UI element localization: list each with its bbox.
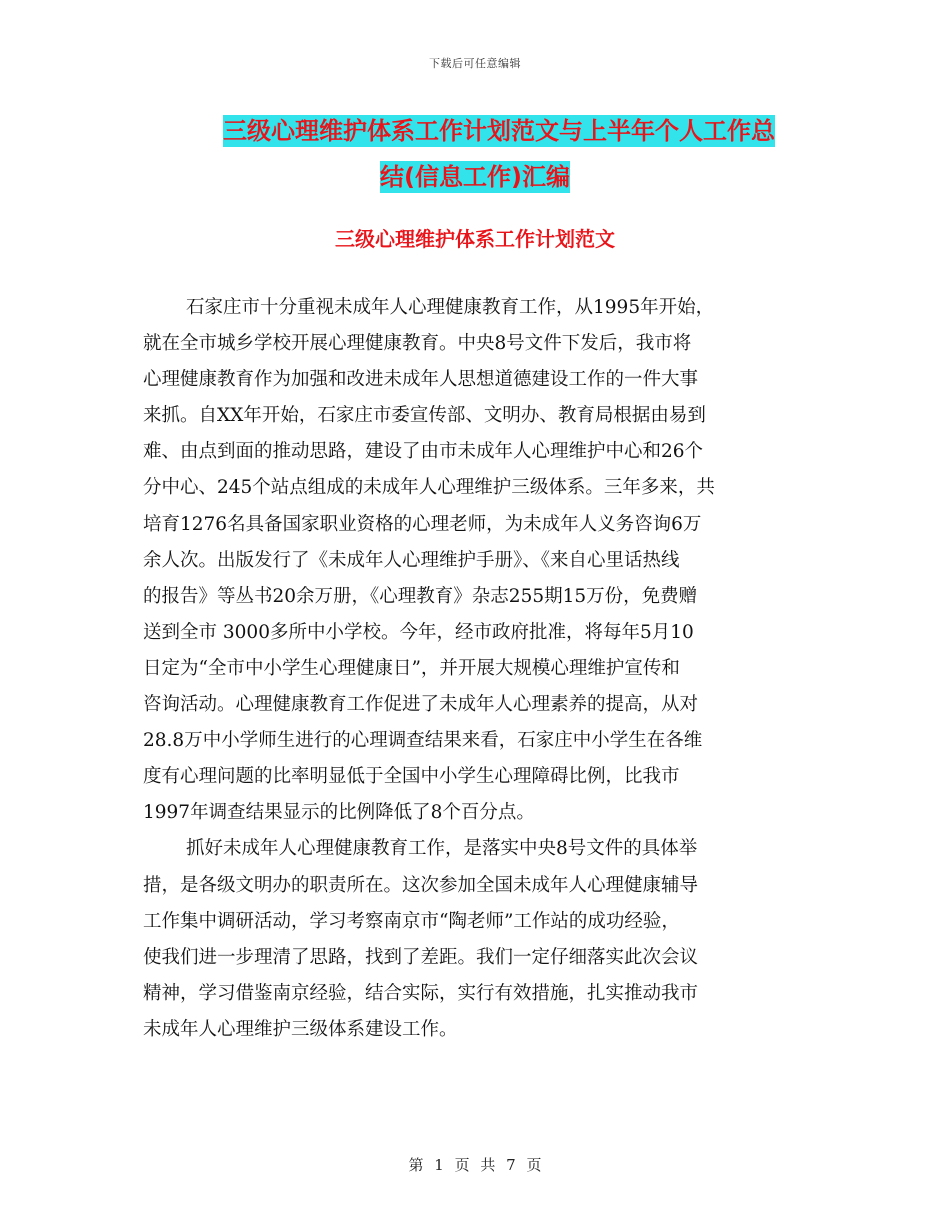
paragraph-1-line: 1997年调查结果显示的比例降低了8个百分点。 bbox=[143, 802, 535, 824]
paragraph-1-line: 28.8万中小学师生进行的心理调查结果来看，石家庄中小学生在各维 bbox=[143, 730, 703, 752]
title-line-1-text: 三级心理维护体系工作计划范文与上半年个人工作总 bbox=[223, 117, 775, 145]
paragraph-1-line: 心理健康教育作为加强和改进未成年人思想道德建设工作的一件大事 bbox=[143, 369, 699, 391]
paragraph-2-line: 工作集中调研活动，学习考察南京市“陶老师”工作站的成功经验， bbox=[143, 910, 680, 932]
paragraph-1-line: 度有心理问题的比率明显低于全国中小学生心理障碍比例，比我市 bbox=[143, 766, 680, 788]
paragraph-1-line: 咨询活动。心理健康教育工作促进了未成年人心理素养的提高，从对 bbox=[143, 694, 699, 716]
paragraph-2-line: 抓好未成年人心理健康教育工作，是落实中央8号文件的具体举 bbox=[186, 838, 698, 860]
page-footer: 第 1 页 共 7 页 bbox=[408, 1156, 542, 1174]
body-text bbox=[143, 290, 807, 1048]
paragraph-1-line: 培育1276名具备国家职业资格的心理老师，为未成年人义务咨询6万 bbox=[143, 513, 702, 535]
paragraph-1-line: 日定为“全市中小学生心理健康日”，并开展大规模心理维护宣传和 bbox=[143, 657, 680, 679]
header-note: 下载后可任意编辑 bbox=[429, 57, 521, 70]
paragraph-1-line: 余人次。出版发行了《未成年人心理维护手册》、《来自心里话热线 bbox=[143, 549, 680, 571]
paragraph-1-line: 就在全市城乡学校开展心理健康教育。中央8号文件下发后，我市将 bbox=[143, 333, 692, 355]
paragraph-1-line: 难、由点到面的推动思路，建设了由市未成年人心理维护中心和26个 bbox=[143, 441, 704, 463]
paragraph-1-line: 的报告》等丛书20余万册，《心理教育》杂志255期15万份，免费赠 bbox=[143, 585, 698, 607]
paragraph-2-line: 使我们进一步理清了思路，找到了差距。我们一定仔细落实此次会议 bbox=[143, 946, 699, 968]
paragraph-1-line: 石家庄市十分重视未成年人心理健康教育工作，从1995年开始， bbox=[186, 297, 715, 318]
paragraph-2-line: 措，是各级文明办的职责所在。这次参加全国未成年人心理健康辅导 bbox=[143, 874, 699, 896]
paragraph-1-line: 送到全市 3000多所中小学校。今年，经市政府批准，将每年5月10 bbox=[143, 621, 694, 643]
title-line-1 bbox=[0, 108, 950, 154]
section-title: 三级心理维护体系工作计划范文 bbox=[335, 227, 615, 251]
paragraph-2-line: 精神，学习借鉴南京经验，结合实际，实行有效措施，扎实推动我市 bbox=[143, 982, 699, 1004]
title-line-2-text: 结(信息工作)汇编 bbox=[380, 163, 570, 191]
paragraph-1-line: 分中心、245个站点组成的未成年人心理维护三级体系。三年多来，共 bbox=[143, 477, 715, 499]
paragraph-2-line: 未成年人心理维护三级体系建设工作。 bbox=[143, 1018, 458, 1040]
paragraph-1-line: 来抓。自XX年开始，石家庄市委宣传部、文明办、教育局根据由易到 bbox=[143, 405, 706, 427]
title-line-2 bbox=[0, 154, 950, 200]
document-title bbox=[0, 108, 950, 200]
